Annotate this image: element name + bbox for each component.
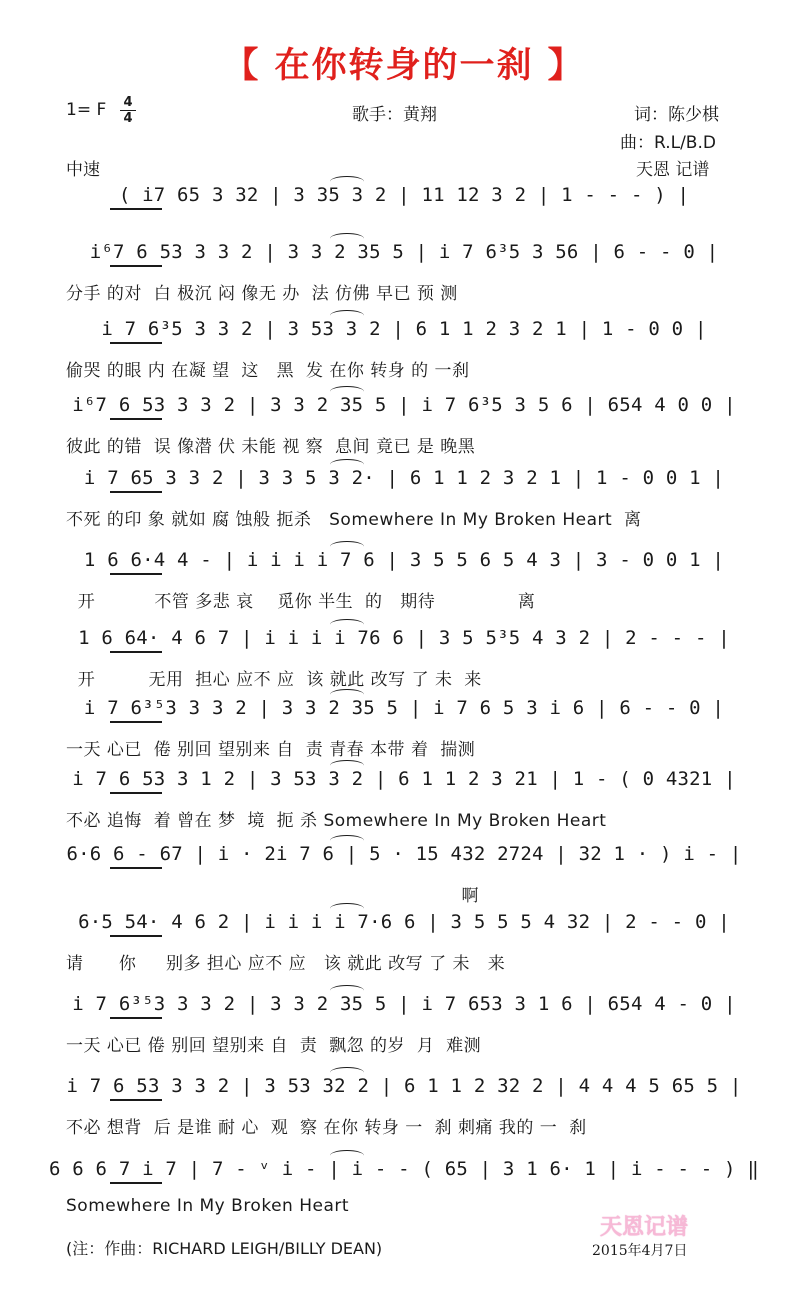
- slur-mark: [330, 903, 364, 914]
- notation-line: 1 6 6·4 4 - | i i i i 7 6 | 3 5 5 6 5 4 3 | 3 - 0 0 1 |: [83, 549, 725, 571]
- notation-line: 6·6 6 - 67 | i · 2i 7 6 | 5 · 15 432 2724 | 32 1 · ) i - |: [66, 843, 742, 865]
- lyric-line: 开 不管 多悲 哀 觅你 半生 的 期待 离: [66, 592, 536, 612]
- transcription-date: 2015年4月7日: [592, 1243, 688, 1259]
- beam-line: [110, 418, 162, 420]
- notation-line: 6·5 54· 4 6 2 | i i i i 7·6 6 | 3 5 5 5 4 32 | 2 - - 0 |: [78, 911, 730, 933]
- beam-line: [110, 867, 162, 869]
- slur-mark: [330, 459, 364, 470]
- beam-line: [110, 342, 162, 344]
- lyric-line: 不必 想背 后 是谁 耐 心 观 察 在你 转身 一 刹 刺痛 我的 一 刹: [66, 1118, 587, 1138]
- lyric-line: 分手 的对 白 极沉 闷 像无 办 法 仿佛 早已 预 测: [66, 284, 458, 304]
- notation-line: i 7 6 53 3 1 2 | 3 53 3 2 | 6 1 1 2 3 21 | 1 - ( 0 4321 |: [72, 768, 736, 790]
- notation-line: i⁶7 6 53 3 3 2 | 3 3 2 35 5 | i 7 6³5 3 56 | 6 - - 0 |: [89, 241, 719, 263]
- beam-line: [110, 208, 162, 210]
- beam-line: [110, 935, 162, 937]
- song-title: 【 在你转身的一刹 】: [223, 46, 585, 86]
- lyric-line: 不死 的印 象 就如 腐 蚀般 扼杀 Somewhere In My Broken Heart 离: [66, 510, 642, 530]
- composer-note: (注：作曲：RICHARD LEIGH/BILLY DEAN): [66, 1239, 383, 1258]
- lyric-line: 请 你 别多 担心 应不 应 该 就此 改写 了 未 来: [66, 954, 506, 974]
- lyric-line: 不必 追悔 着 曾在 梦 境 扼 杀 Somewhere In My Broken Heart: [66, 811, 607, 831]
- beam-line: [110, 491, 162, 493]
- lyric-line: 开 无用 担心 应不 应 该 就此 改写 了 未 来: [66, 670, 482, 690]
- beam-line: [110, 1017, 162, 1019]
- notation-line: i 7 6³⁵3 3 3 2 | 3 3 2 35 5 | i 7 653 3 1 6 | 654 4 - 0 |: [72, 993, 736, 1015]
- beam-line: [110, 265, 162, 267]
- slur-mark: [330, 985, 364, 996]
- beam-line: [110, 721, 162, 723]
- slur-mark: [330, 310, 364, 321]
- slur-mark: [330, 835, 364, 846]
- notation-line: i 7 6 53 3 3 2 | 3 53 32 2 | 6 1 1 2 32 2 | 4 4 4 5 65 5 |: [66, 1075, 742, 1097]
- composer: 曲：R.L/B.D: [620, 133, 716, 153]
- notation-line: i 7 6³5 3 3 2 | 3 53 3 2 | 6 1 1 2 3 2 1 | 1 - 0 0 |: [101, 318, 707, 340]
- lyric-line: 彼此 的错 误 像潜 伏 未能 视 察 息间 竟已 是 晚黑: [66, 437, 476, 457]
- lyric-line: 一天 心已 倦 别回 望别来 自 责 青春 本带 着 揣测: [66, 740, 476, 760]
- slur-mark: [330, 176, 364, 187]
- lyric-line: Somewhere In My Broken Heart: [66, 1196, 350, 1216]
- time-signature-top: 4: [123, 95, 133, 110]
- slur-mark: [330, 386, 364, 397]
- singer: 歌手：黄翔: [352, 105, 437, 125]
- transcriber: 天恩 记谱: [636, 160, 710, 180]
- watermark-stamp: 天恩记谱: [600, 1215, 689, 1240]
- notation-line: i 7 6³⁵3 3 3 2 | 3 3 2 35 5 | i 7 6 5 3 i 6 | 6 - - 0 |: [83, 697, 725, 719]
- notation-line: 1 6 64· 4 6 7 | i i i i 76 6 | 3 5 5³5 4 3 2 | 2 - - - |: [78, 627, 730, 649]
- lyric-line: 一天 心已 倦 别回 望别来 自 责 飘忽 的岁 月 难测: [66, 1036, 482, 1056]
- key-signature: 1= F: [66, 100, 107, 120]
- time-signature-bottom: 4: [123, 111, 133, 126]
- beam-line: [110, 651, 162, 653]
- lyric-line: 啊: [66, 886, 480, 906]
- slur-mark: [330, 1150, 364, 1161]
- slur-mark: [330, 233, 364, 244]
- time-signature: [120, 96, 136, 125]
- slur-mark: [330, 689, 364, 700]
- slur-mark: [330, 760, 364, 771]
- slur-mark: [330, 541, 364, 552]
- lyricist: 词：陈少棋: [634, 105, 719, 125]
- beam-line: [110, 573, 162, 575]
- slur-mark: [330, 1067, 364, 1078]
- beam-line: [110, 792, 162, 794]
- notation-line: 6 6 6 7 i 7 | 7 - ᵛ i - | i - - ( 65 | 3 1 6· 1 | i - - - ) ‖: [49, 1158, 759, 1180]
- lyric-line: 偷哭 的眼 内 在凝 望 这 黑 发 在你 转身 的 一刹: [66, 361, 470, 381]
- notation-line: ( i7 65 3 32 | 3 35 3 2 | 11 12 3 2 | 1 - - - ) |: [118, 184, 690, 206]
- notation-line: i 7 65 3 3 2 | 3 3 5 3 2· | 6 1 1 2 3 2 1 | 1 - 0 0 1 |: [83, 467, 725, 489]
- beam-line: [110, 1099, 162, 1101]
- notation-line: i⁶7 6 53 3 3 2 | 3 3 2 35 5 | i 7 6³5 3 5 6 | 654 4 0 0 |: [72, 394, 736, 416]
- beam-line: [110, 1182, 162, 1184]
- tempo: 中速: [66, 160, 100, 180]
- slur-mark: [330, 619, 364, 630]
